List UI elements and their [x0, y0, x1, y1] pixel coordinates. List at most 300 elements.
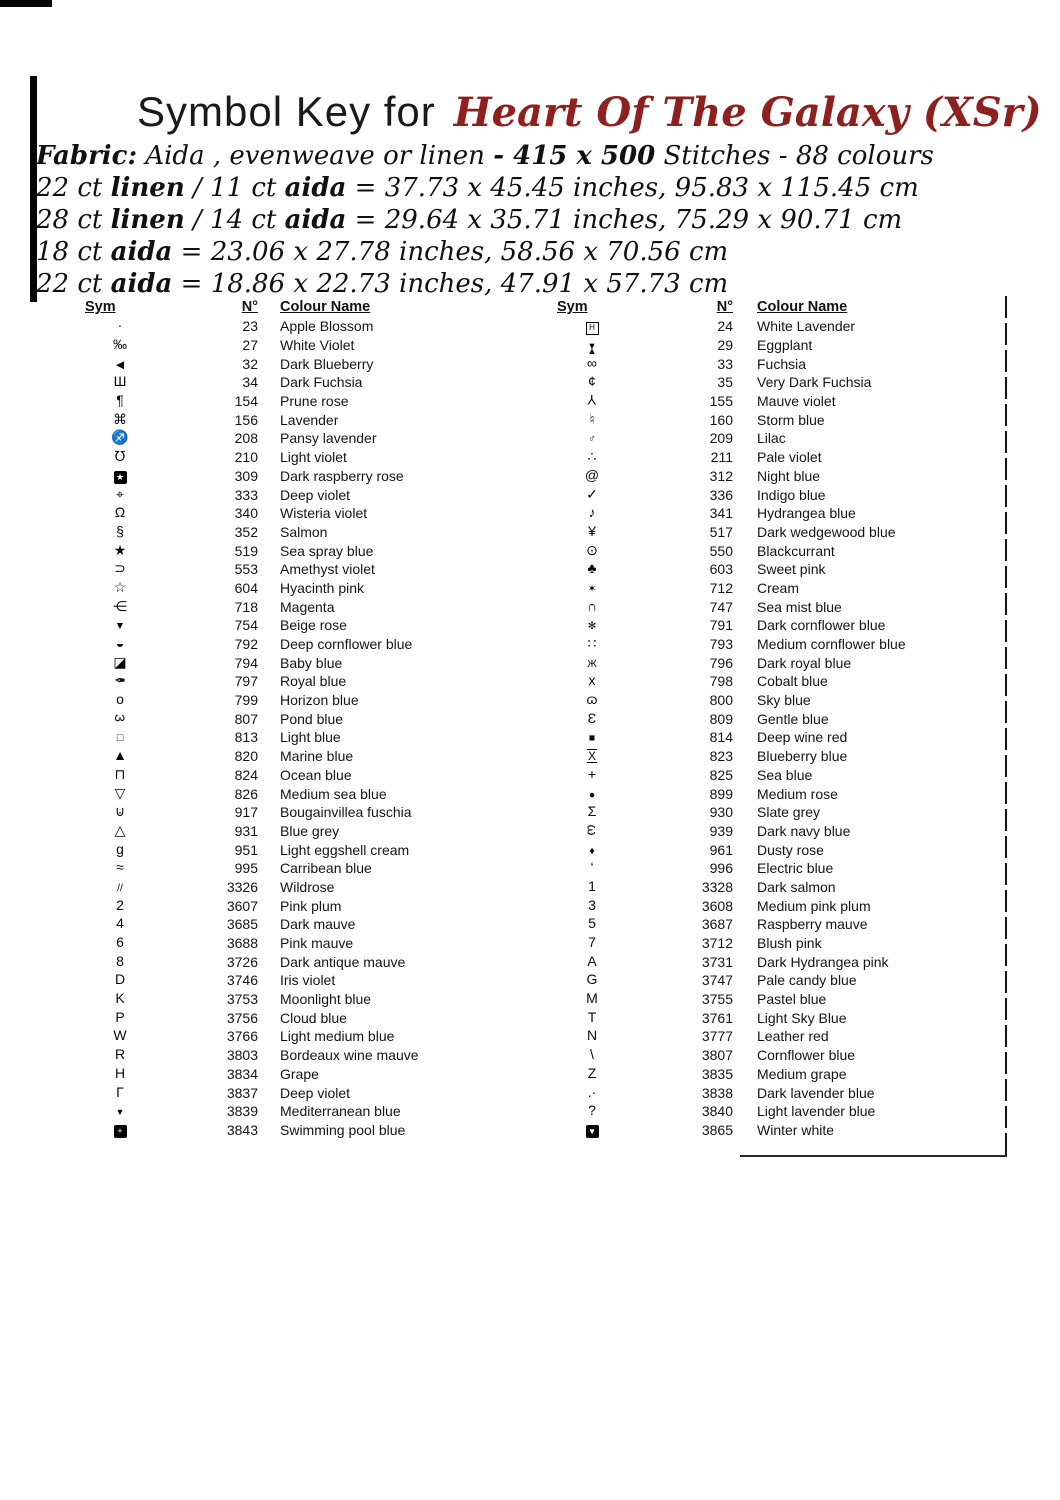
stitch-symbol-icon: 2: [116, 896, 124, 913]
symbol-cell: [557, 1121, 627, 1139]
number-cell: 333: [234, 486, 258, 503]
key-row: [557, 635, 949, 654]
colour-name-cell: Cloud blue: [280, 1009, 347, 1026]
stitch-symbol-icon: ⊙: [586, 541, 598, 558]
symbol-cell: [557, 1065, 627, 1083]
key-row: [85, 1027, 535, 1046]
stitch-symbol-icon: 3: [588, 896, 596, 913]
stitch-symbol-icon: ✒: [114, 672, 126, 689]
symbol-cell: [557, 1084, 627, 1102]
number-cell: 939: [709, 822, 733, 839]
colour-name-cell: Medium pink plum: [757, 897, 871, 914]
symbol-cell: [557, 616, 627, 634]
key-row: [85, 504, 535, 523]
header-sym-label: Sym: [557, 299, 588, 315]
number-cell: 930: [709, 804, 733, 821]
symbol-cell: [557, 448, 627, 466]
colour-name-cell: Carribean blue: [280, 860, 372, 877]
key-row: [85, 635, 535, 654]
symbol-cell: [557, 803, 627, 821]
stitch-symbol-icon: ⊓: [114, 765, 126, 782]
key-row: [85, 1121, 535, 1140]
key-header-left: [85, 298, 535, 315]
number-cell: 899: [709, 785, 733, 802]
symbol-cell: [557, 934, 627, 952]
symbol-cell: [557, 766, 627, 784]
symbol-cell: [557, 1046, 627, 1064]
symbol-cell: [85, 486, 155, 504]
number-cell: 208: [234, 430, 258, 447]
key-row: [557, 354, 949, 373]
number-cell: 3756: [226, 1009, 258, 1026]
number-cell: 820: [234, 748, 258, 765]
stitch-symbol-icon: ♦: [589, 844, 595, 857]
number-cell: 517: [709, 523, 733, 540]
fabric-line-segment: linen: [110, 205, 185, 235]
key-row: [85, 1046, 535, 1065]
symbol-cell: [557, 971, 627, 989]
colour-name-cell: Dark cornflower blue: [757, 617, 886, 634]
stitch-symbol-icon: ¢: [588, 373, 596, 390]
stitch-symbol-icon: ✓: [586, 485, 598, 502]
stitch-symbol-icon: ✻: [587, 620, 597, 633]
symbol-cell: [85, 542, 155, 560]
symbol-cell: [557, 392, 627, 410]
symbol-cell: [85, 859, 155, 877]
key-row: [557, 691, 949, 710]
symbol-cell: [85, 915, 155, 933]
symbol-cell: [557, 542, 627, 560]
key-row: [557, 504, 949, 523]
symbol-cell: [557, 504, 627, 522]
key-row: [85, 859, 535, 878]
number-cell: 3688: [226, 935, 258, 952]
fabric-line-segment: aida: [110, 237, 173, 267]
symbol-cell: [557, 728, 627, 746]
stitch-symbol-icon: M: [586, 990, 598, 1007]
stitch-symbol-icon: ▽: [114, 784, 126, 801]
key-row: [85, 878, 535, 897]
symbol-cell: [557, 486, 627, 504]
number-cell: 3747: [701, 972, 733, 989]
symbol-cell: [85, 467, 155, 485]
symbol-cell: [557, 672, 627, 690]
key-row: [85, 896, 535, 915]
key-row: [557, 747, 949, 766]
symbol-cell: [85, 504, 155, 522]
colour-name-cell: Light Sky Blue: [757, 1009, 847, 1026]
fabric-line: [36, 268, 936, 300]
number-cell: 3803: [226, 1047, 258, 1064]
number-cell: 154: [234, 393, 258, 410]
symbol-cell: [85, 953, 155, 971]
key-border-bottom: [740, 1155, 1007, 1157]
fabric-line: [36, 204, 936, 236]
key-row: [557, 934, 949, 953]
key-row: [557, 653, 949, 672]
symbol-cell: [85, 803, 155, 821]
colour-name-cell: Baby blue: [280, 654, 343, 671]
stitch-symbol-icon: ♣: [587, 560, 597, 577]
colour-name-cell: Medium cornflower blue: [757, 636, 906, 653]
number-cell: 3839: [226, 1103, 258, 1120]
colour-name-cell: Light blue: [280, 729, 341, 746]
symbol-cell: [85, 355, 155, 373]
stitch-symbol-icon: X: [587, 749, 596, 764]
number-cell: 3865: [701, 1121, 733, 1138]
symbol-cell: [557, 355, 627, 373]
number-cell: 793: [709, 636, 733, 653]
stitch-symbol-icon: .·: [587, 1083, 597, 1100]
colour-name-cell: Light lavender blue: [757, 1103, 876, 1120]
symbol-cell: [557, 429, 627, 447]
stitch-symbol-icon: ⊃: [114, 560, 126, 577]
number-cell: 814: [709, 729, 733, 746]
number-cell: 712: [709, 579, 733, 596]
symbol-cell: [557, 859, 627, 877]
number-cell: 3835: [701, 1065, 733, 1082]
stitch-symbol-icon: Ω: [114, 504, 126, 521]
symbol-cell: [85, 728, 155, 746]
symbol-cell: [557, 411, 627, 429]
stitch-symbol-icon: ♂: [588, 433, 596, 446]
stitch-symbol-icon: x: [588, 672, 596, 689]
colour-name-cell: Medium sea blue: [280, 785, 387, 802]
stitch-symbol-icon: ♮: [589, 410, 595, 427]
colour-name-cell: Deep violet: [280, 1084, 351, 1101]
symbol-cell: [557, 317, 627, 335]
fabric-line-segment: Fabric:: [36, 141, 138, 171]
colour-name-cell: Dusty rose: [757, 841, 824, 858]
colour-name-cell: Fuchsia: [757, 355, 807, 372]
stitch-symbol-icon: ▲: [113, 747, 127, 764]
key-row: [557, 784, 949, 803]
number-cell: 3746: [226, 972, 258, 989]
stitch-symbol-icon: ∩ •: [587, 599, 597, 613]
scan-artifact-top: [0, 0, 52, 7]
key-row: [557, 579, 949, 598]
number-cell: 211: [710, 449, 733, 466]
stitch-symbol-icon: ✶: [587, 582, 597, 595]
number-cell: 210: [234, 449, 258, 466]
symbol-cell: [85, 560, 155, 578]
number-cell: 792: [234, 636, 258, 653]
stitch-symbol-icon: H: [114, 1064, 126, 1081]
number-cell: 352: [234, 523, 258, 540]
number-cell: 155: [709, 393, 733, 410]
colour-name-cell: Beige rose: [280, 617, 347, 634]
colour-name-cell: Light violet: [280, 449, 347, 466]
symbol-cell: [85, 429, 155, 447]
symbol-cell: [85, 897, 155, 915]
number-cell: 29: [717, 337, 733, 354]
symbol-cell: [557, 336, 627, 358]
number-cell: 209: [709, 430, 733, 447]
number-cell: 791: [709, 617, 733, 634]
colour-name-cell: Dark navy blue: [757, 822, 851, 839]
symbol-cell: [557, 598, 627, 616]
colour-name-cell: Dark mauve: [280, 916, 356, 933]
number-cell: 32: [242, 355, 258, 372]
colour-name-cell: Dark royal blue: [757, 654, 852, 671]
header-name-label: Colour Name: [280, 299, 371, 315]
symbol-cell: [557, 1027, 627, 1045]
number-cell: 3834: [226, 1065, 258, 1082]
number-cell: 718: [234, 598, 258, 615]
colour-name-cell: Prune rose: [280, 393, 349, 410]
fabric-line-segment: linen: [110, 173, 185, 203]
symbol-cell: [557, 1009, 627, 1027]
key-row: [85, 410, 535, 429]
symbol-cell: [85, 598, 155, 616]
key-row: [85, 429, 535, 448]
key-row: [557, 822, 949, 841]
key-row: [85, 1065, 535, 1084]
colour-name-cell: Blush pink: [757, 935, 822, 952]
key-row: [85, 616, 535, 635]
number-cell: 23: [242, 318, 258, 335]
stitch-symbol-icon: ω: [584, 824, 600, 836]
stitch-symbol-icon: Z: [587, 1064, 597, 1081]
colour-name-cell: Cream: [757, 579, 800, 596]
number-cell: 3777: [701, 1028, 733, 1045]
stitch-symbol-icon: D: [114, 971, 126, 988]
stitch-symbol-icon: Σ: [587, 803, 597, 820]
stitch-symbol-icon: +: [587, 765, 597, 782]
stitch-symbol-icon: Y: [587, 392, 597, 409]
key-row: [85, 803, 535, 822]
symbol-cell: [85, 1065, 155, 1083]
symbol-cell: [85, 785, 155, 803]
symbol-cell: [85, 672, 155, 690]
stitch-symbol-icon: 1: [588, 877, 596, 894]
fabric-line-segment: = 23.06 x 27.78 inches, 58.56 x 70.56 cm: [172, 237, 729, 267]
stitch-symbol-icon: ◒: [115, 635, 125, 652]
number-cell: 800: [709, 692, 733, 709]
colour-name-cell: Dark salmon: [757, 878, 836, 895]
stitch-symbol-icon: □: [116, 732, 124, 745]
fabric-line-segment: aida: [284, 173, 347, 203]
symbol-cell: [557, 1102, 627, 1120]
colour-name-cell: Mauve violet: [757, 393, 836, 410]
symbol-cell: [85, 392, 155, 410]
stitch-symbol-icon: ▼ ▲: [587, 344, 596, 355]
symbol-cell: [85, 1009, 155, 1027]
stitch-symbol-icon: ★: [114, 471, 127, 484]
symbol-cell: [85, 766, 155, 784]
colour-name-cell: Sea blue: [757, 766, 813, 783]
colour-name-cell: Gentle blue: [757, 710, 829, 727]
fabric-line-segment: Stitches - 88 colours: [655, 141, 934, 171]
number-cell: 156: [234, 411, 258, 428]
symbol-cell: [85, 710, 155, 728]
number-cell: 931: [234, 822, 258, 839]
colour-name-cell: Dark Hydrangea pink: [757, 953, 889, 970]
fabric-line-segment: / 14 ct: [184, 205, 285, 235]
key-header-right: [557, 298, 949, 315]
stitch-symbol-icon: 4: [116, 915, 124, 932]
fabric-line: [36, 236, 936, 268]
key-row: [557, 373, 949, 392]
symbol-cell: [85, 1084, 155, 1102]
number-cell: 809: [709, 710, 733, 727]
number-cell: 799: [234, 692, 258, 709]
colour-name-cell: Sweet pink: [757, 561, 826, 578]
number-cell: 825: [709, 766, 733, 783]
number-cell: 33: [717, 355, 733, 372]
title-pattern-name: Heart Of The Galaxy (XSr): [453, 89, 1042, 136]
symbol-cell: [557, 953, 627, 971]
stitch-symbol-icon: P: [115, 1008, 125, 1025]
colour-name-cell: Electric blue: [757, 860, 834, 877]
number-cell: 341: [709, 505, 733, 522]
symbol-cell: [85, 1046, 155, 1064]
fabric-line-segment: Aida , evenweave or linen: [137, 141, 494, 171]
key-row: [557, 1102, 949, 1121]
key-row: [557, 896, 949, 915]
colour-name-cell: Indigo blue: [757, 486, 826, 503]
colour-name-cell: Very Dark Fuchsia: [757, 374, 872, 391]
colour-name-cell: Magenta: [280, 598, 335, 615]
symbol-cell: [557, 654, 627, 672]
colour-name-cell: Bordeaux wine mauve: [280, 1047, 419, 1064]
stitch-symbol-icon: ⋲: [113, 597, 127, 614]
stitch-symbol-icon: ▼: [114, 620, 126, 633]
number-cell: 754: [234, 617, 258, 634]
key-area: [85, 298, 949, 1139]
key-row: [85, 1008, 535, 1027]
stitch-symbol-icon: 6: [116, 934, 124, 951]
symbol-cell: [85, 635, 155, 653]
colour-name-cell: Lilac: [757, 430, 786, 447]
key-row: [557, 990, 949, 1009]
symbol-cell: [557, 373, 627, 391]
number-cell: 3838: [701, 1084, 733, 1101]
colour-name-cell: Winter white: [757, 1121, 835, 1138]
stitch-symbol-icon: ∴: [587, 448, 597, 465]
key-row: [85, 336, 535, 355]
number-cell: 823: [709, 748, 733, 765]
fabric-line: [36, 140, 936, 172]
colour-name-cell: Moonlight blue: [280, 991, 372, 1008]
stitch-symbol-icon: \: [590, 1046, 594, 1063]
key-row: [85, 934, 535, 953]
key-row: [557, 560, 949, 579]
key-row: [85, 766, 535, 785]
colour-name-cell: Marine blue: [280, 748, 354, 765]
stitch-symbol-icon: Γ: [116, 1083, 124, 1100]
key-row: [85, 560, 535, 579]
symbol-cell: [85, 971, 155, 989]
colour-name-cell: Deep cornflower blue: [280, 636, 413, 653]
symbol-cell: [557, 841, 627, 859]
colour-name-cell: Amethyst violet: [280, 561, 375, 578]
key-row: [85, 541, 535, 560]
colour-name-cell: Blackcurrant: [757, 542, 835, 559]
header-num-label: N°: [241, 299, 258, 315]
key-row: [557, 803, 949, 822]
header-name-label: Colour Name: [757, 299, 848, 315]
stitch-symbol-icon: ■: [588, 732, 596, 745]
stitch-symbol-icon: △: [114, 821, 126, 838]
colour-name-cell: Medium rose: [757, 785, 838, 802]
colour-name-cell: Bougainvillea fuschia: [280, 804, 412, 821]
symbol-cell: [557, 822, 627, 840]
symbol-cell: [85, 1027, 155, 1045]
number-cell: 553: [234, 561, 258, 578]
symbol-cell: [557, 579, 627, 597]
symbol-cell: [85, 841, 155, 859]
key-row: [557, 336, 949, 358]
fabric-line-segment: = 18.86 x 22.73 inches, 47.91 x 57.73 cm: [172, 269, 729, 299]
fabric-line-segment: = 37.73 x 45.45 inches, 95.83 x 115.45 cm: [346, 173, 919, 203]
symbol-cell: [85, 691, 155, 709]
colour-name-cell: Dark lavender blue: [757, 1084, 875, 1101]
colour-name-cell: Cobalt blue: [757, 673, 828, 690]
number-cell: 24: [717, 318, 733, 335]
colour-name-cell: Horizon blue: [280, 692, 359, 709]
number-cell: 3840: [701, 1103, 733, 1120]
key-row: [85, 952, 535, 971]
colour-name-cell: Mediterranean blue: [280, 1103, 401, 1120]
colour-name-cell: Royal blue: [280, 673, 347, 690]
colour-name-cell: Eggplant: [757, 337, 813, 354]
number-cell: 824: [234, 766, 258, 783]
key-row: [85, 672, 535, 691]
fabric-line-segment: 28 ct: [36, 205, 111, 235]
fabric-line-segment: = 29.64 x 35.71 inches, 75.29 x 90.71 cm: [346, 205, 903, 235]
number-cell: 336: [709, 486, 733, 503]
key-row: [557, 766, 949, 785]
key-rows-left: [85, 317, 535, 1139]
number-cell: 3766: [226, 1028, 258, 1045]
number-cell: 917: [234, 804, 258, 821]
key-row: [85, 840, 535, 859]
number-cell: 3328: [701, 878, 733, 895]
number-cell: 3726: [226, 953, 258, 970]
colour-name-cell: Ocean blue: [280, 766, 352, 783]
symbol-cell: [85, 411, 155, 429]
key-row: [85, 448, 535, 467]
stitch-symbol-icon: W: [113, 1027, 127, 1044]
number-cell: 160: [709, 411, 733, 428]
symbol-cell: [557, 785, 627, 803]
key-column-left: [85, 298, 535, 1139]
key-row: [557, 467, 949, 486]
number-cell: 3807: [701, 1047, 733, 1064]
colour-name-cell: Dark wedgewood blue: [757, 523, 896, 540]
colour-name-cell: Salmon: [280, 523, 328, 540]
key-row: [85, 990, 535, 1009]
key-row: [85, 485, 535, 504]
colour-name-cell: Swimming pool blue: [280, 1121, 406, 1138]
colour-name-cell: Pale violet: [757, 449, 822, 466]
stitch-symbol-icon: ≈: [116, 859, 124, 876]
colour-name-cell: Pink plum: [280, 897, 342, 914]
number-cell: 794: [234, 654, 258, 671]
colour-name-cell: Grape: [280, 1065, 319, 1082]
key-row: [85, 597, 535, 616]
key-row: [85, 728, 535, 747]
symbol-cell: [85, 616, 155, 634]
stitch-symbol-icon: g: [116, 840, 124, 857]
stitch-symbol-icon: R: [114, 1046, 126, 1063]
colour-name-cell: Light eggshell cream: [280, 841, 410, 858]
colour-name-cell: Lavender: [280, 411, 339, 428]
stitch-symbol-icon: N: [586, 1027, 598, 1044]
key-row: [557, 1083, 949, 1102]
stitch-symbol-icon: ɷ: [586, 691, 598, 708]
